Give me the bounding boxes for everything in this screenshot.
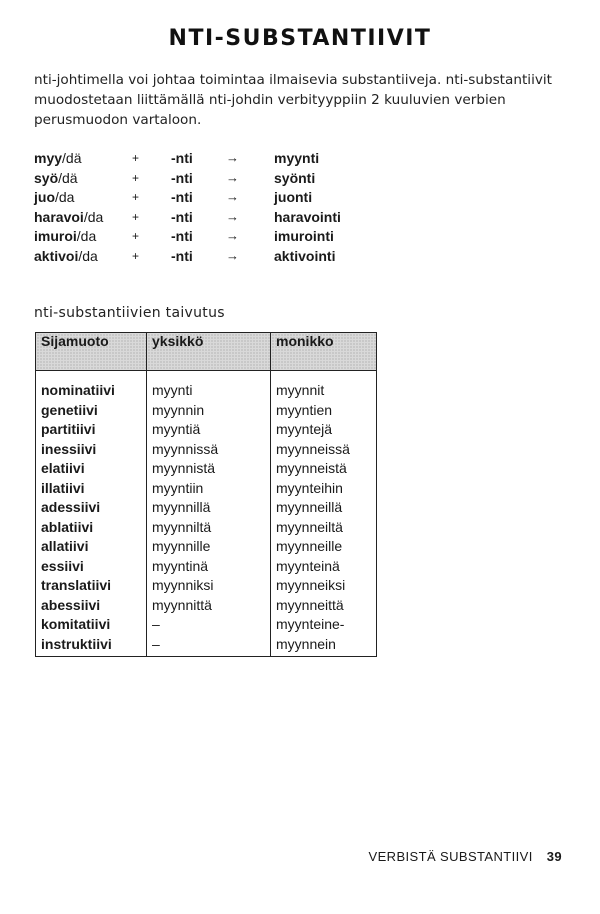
- arrow-icon: →: [226, 228, 239, 243]
- formation-list: [34, 150, 394, 267]
- singular-form: myynnistä: [152, 460, 216, 476]
- formation-row: [34, 150, 394, 170]
- case-name: nominatiivi: [41, 382, 115, 398]
- verb-stem: imuroi: [34, 228, 77, 244]
- singular-form: myynnin: [152, 401, 205, 418]
- arrow-icon: →: [226, 208, 239, 224]
- verb-stem: aktivoi: [34, 247, 79, 264]
- table-title: nti-substantiivien taivutus: [34, 305, 225, 321]
- intro-paragraph: nti-johtimella voi johtaa toimintaa ilmaisevia substantiiveja. nti-substantiivit muodostetaan liittämällä nti-johdin verbityyppiin 2 kuuluvien verbien perusmuodon vartaloon.: [34, 72, 552, 128]
- derived-noun: juonti: [274, 189, 313, 205]
- plural-form: myynneiksi: [276, 577, 346, 593]
- case-name: inessiivi: [41, 440, 97, 457]
- case-name: adessiivi: [41, 499, 101, 515]
- verb-ending: /da: [55, 189, 75, 205]
- plural-form: myyntien: [276, 401, 333, 418]
- plus-sign: +: [132, 151, 140, 165]
- suffix: -nti: [171, 169, 193, 186]
- plural-form: myynneiltä: [276, 518, 343, 535]
- declension-table: [35, 332, 377, 657]
- case-name: instruktiivi: [41, 635, 112, 652]
- verb-ending: /dä: [62, 150, 82, 166]
- plural-form: myynneille: [276, 538, 343, 554]
- plural-form: myynteine-: [276, 616, 345, 632]
- case-name: illatiivi: [41, 479, 85, 496]
- verb-infinitive: [34, 248, 98, 264]
- verb-ending: /da: [83, 208, 104, 225]
- derived-noun: aktivointi: [274, 247, 336, 264]
- verb-infinitive: [34, 209, 103, 225]
- page-number: 39: [546, 849, 562, 864]
- case-name: translatiivi: [41, 577, 112, 593]
- table-header-row: [36, 333, 377, 371]
- plus-sign: +: [132, 229, 140, 243]
- verb-stem: myy: [34, 150, 63, 166]
- arrow-icon: →: [226, 150, 239, 165]
- verb-infinitive: [34, 228, 96, 244]
- plus-sign: +: [132, 170, 140, 185]
- singular-form: myynti: [152, 382, 193, 398]
- verb-ending: /dä: [58, 169, 78, 186]
- arrow-icon: →: [226, 189, 239, 204]
- derived-noun: haravointi: [274, 208, 341, 225]
- case-name: essiivi: [41, 557, 84, 574]
- header-case: Sijamuoto: [36, 333, 147, 371]
- case-name: komitatiivi: [41, 616, 111, 632]
- plus-sign: +: [132, 190, 140, 204]
- derived-noun: syönti: [274, 169, 316, 186]
- plural-form: myynneistä: [276, 460, 347, 476]
- verb-stem: haravoi: [34, 208, 84, 225]
- singular-form: –: [152, 635, 160, 652]
- plus-sign: +: [132, 248, 140, 263]
- plural-form: myynneissä: [276, 440, 350, 457]
- singular-form: myynniltä: [152, 518, 212, 535]
- formation-row: [34, 170, 394, 190]
- verb-stem: juo: [34, 189, 55, 205]
- singular-form: myynniksi: [152, 577, 214, 593]
- plus-sign: +: [132, 209, 140, 224]
- singular-form: myyntiä: [152, 421, 201, 437]
- singular-column: [147, 371, 271, 657]
- verb-ending: /da: [78, 247, 98, 264]
- plural-form: myynteinä: [276, 557, 340, 574]
- header-singular: yksikkö: [147, 333, 271, 371]
- formation-row: [34, 209, 394, 229]
- singular-form: myynnissä: [152, 440, 219, 457]
- plural-form: myynneillä: [276, 499, 343, 515]
- plural-form: myyntejä: [276, 421, 333, 437]
- singular-form: myynnille: [152, 538, 211, 554]
- case-name: genetiivi: [41, 401, 98, 418]
- singular-form: myyntiin: [152, 479, 204, 496]
- case-name: allatiivi: [41, 538, 89, 554]
- footer-section-title: VERBISTÄ SUBSTANTIIVI: [368, 849, 533, 864]
- page-title: NTI-SUBSTANTIIVIT: [168, 26, 432, 51]
- table-body-row: [36, 371, 377, 657]
- formation-row: [34, 248, 394, 268]
- plural-form: myynneittä: [276, 596, 344, 613]
- plural-column: [271, 371, 377, 657]
- formation-row: [34, 228, 394, 248]
- singular-form: –: [152, 616, 160, 632]
- formation-row: [34, 189, 394, 209]
- singular-form: myyntinä: [152, 557, 209, 574]
- suffix: -nti: [171, 189, 193, 205]
- plural-form: myynteihin: [276, 479, 343, 496]
- page-footer: [369, 849, 562, 864]
- suffix: -nti: [171, 247, 193, 264]
- singular-form: myynnillä: [152, 499, 211, 515]
- header-plural: monikko: [271, 333, 377, 371]
- suffix: -nti: [171, 228, 193, 244]
- verb-infinitive: [34, 150, 82, 166]
- arrow-icon: →: [226, 169, 239, 185]
- case-name: ablatiivi: [41, 518, 94, 535]
- arrow-icon: →: [226, 247, 239, 263]
- suffix: -nti: [171, 208, 193, 225]
- case-name: partitiivi: [41, 421, 96, 437]
- singular-form: myynnittä: [152, 596, 212, 613]
- suffix: -nti: [171, 150, 193, 166]
- derived-noun: imurointi: [274, 228, 334, 244]
- plural-form: myynnit: [276, 382, 325, 398]
- verb-stem: syö: [34, 169, 59, 186]
- verb-infinitive: [34, 170, 78, 186]
- case-name: elatiivi: [41, 460, 85, 476]
- case-column: [36, 371, 147, 657]
- verb-ending: /da: [76, 228, 97, 244]
- case-name: abessiivi: [41, 596, 101, 613]
- derived-noun: myynti: [274, 150, 320, 166]
- plural-form: myynnein: [276, 635, 336, 652]
- verb-infinitive: [34, 189, 74, 205]
